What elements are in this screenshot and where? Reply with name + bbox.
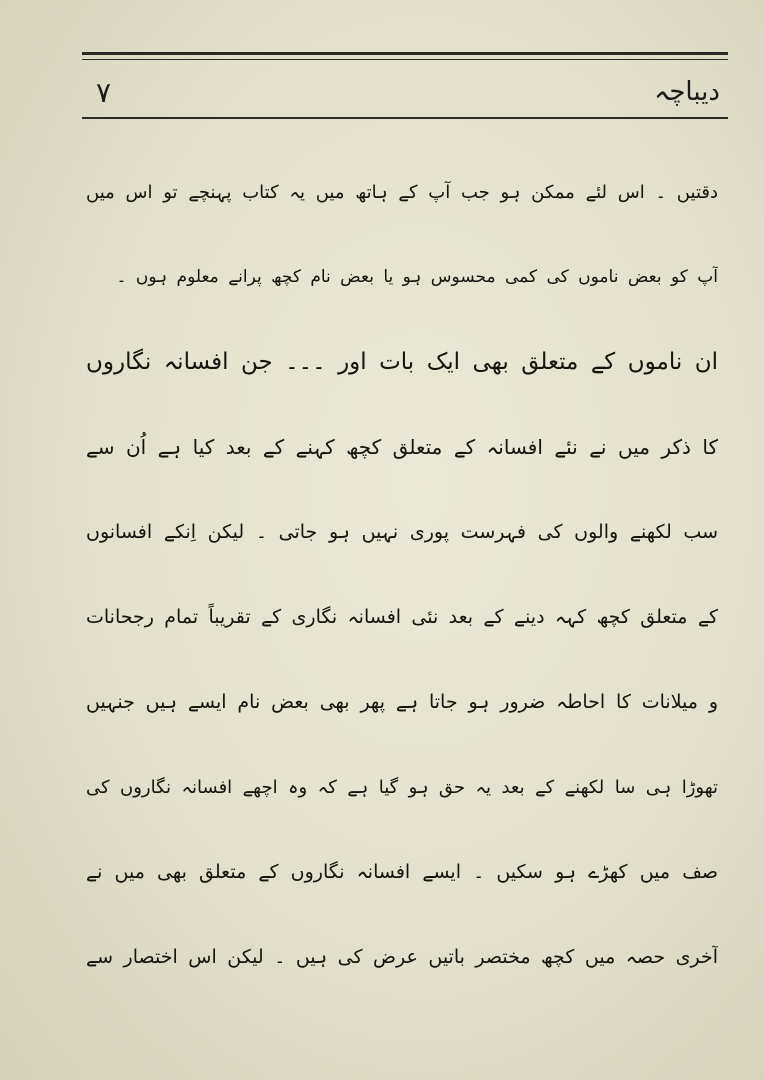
text-line: کا ذکر میں نے نئے افسانہ کے متعلق کچھ کہنے کے بعد کیا ہے اُن سے [86, 435, 718, 459]
text-line: تھوڑا ہی سا لکھنے کے بعد یہ حق ہو گیا ہے کہ وہ اچھے افسانہ نگاروں کی [86, 777, 718, 798]
header-rule-top-thin [82, 59, 728, 60]
header-rule-top [82, 52, 728, 55]
page-header [96, 72, 720, 112]
text-line: آپ کو بعض ناموں کی کمی محسوس ہو یا بعض نام کچھ پرانے معلوم ہوں ۔ [116, 267, 718, 287]
text-line: ان ناموں کے متعلق بھی ایک بات اور ۔۔۔ جن افسانہ نگاروں [86, 349, 718, 375]
body-text [86, 150, 718, 1000]
header-rule-bottom [82, 117, 728, 119]
running-title: دیباچہ [654, 77, 720, 107]
text-line: صف میں کھڑے ہو سکیں ۔ ایسے افسانہ نگاروں کے متعلق بھی میں نے [86, 861, 718, 883]
text-line: کے متعلق کچھ کہہ دینے کے بعد نئی افسانہ نگاری کے تقریباً تمام رجحانات [86, 606, 718, 628]
text-line: آخری حصہ میں کچھ مختصر باتیں عرض کی ہیں ۔ لیکن اس اختصار سے [86, 946, 718, 968]
text-line: و میلانات کا احاطہ ضرور ہو جاتا ہے پھر بھی بعض نام ایسے ہیں جنہیں [86, 691, 718, 713]
page-number: ۷ [96, 75, 112, 109]
text-line: دقتیں ۔ اس لئے ممکن ہو جب آپ کے ہاتھ میں یہ کتاب پہنچے تو اس میں [86, 182, 718, 203]
text-line: سب لکھنے والوں کی فہرست پوری نہیں ہو جاتی ۔ لیکن اِنکے افسانوں [86, 521, 718, 543]
